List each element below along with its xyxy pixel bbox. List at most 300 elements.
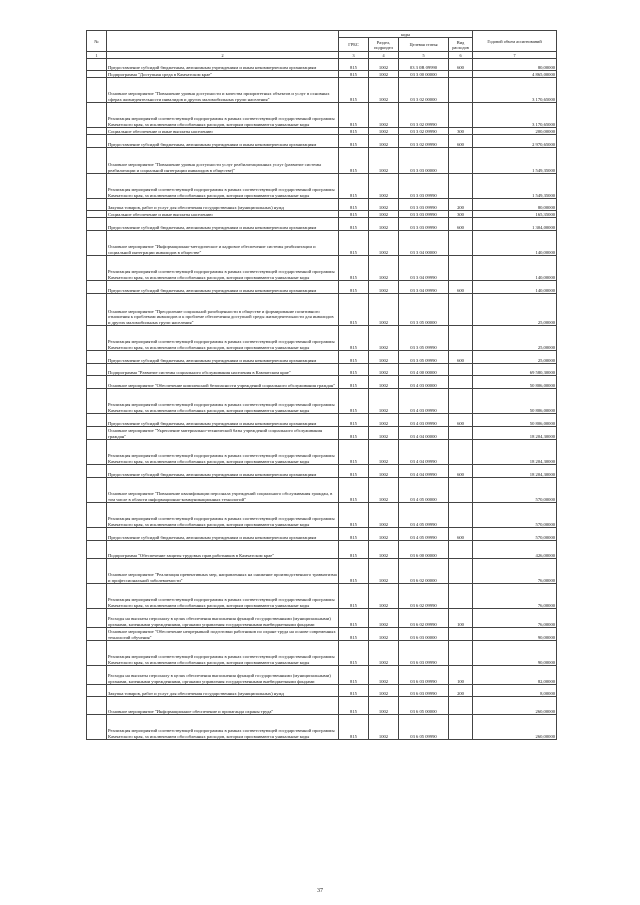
cell-sum: 50 806,00000	[473, 414, 557, 427]
cell-vr	[449, 364, 473, 376]
cell-num	[87, 478, 107, 503]
cell-num	[87, 541, 107, 559]
cell-grbs: 815	[339, 281, 369, 294]
cell-grbs: 815	[339, 211, 369, 218]
cell-vr	[449, 628, 473, 641]
table-row	[87, 128, 557, 135]
cell-name: Подпрограмма "Обеспечение защиты трудовых прав работников в Камчатском крае"	[107, 541, 339, 559]
table-row	[87, 148, 557, 174]
cell-vr: 600	[449, 218, 473, 231]
cell-num	[87, 351, 107, 364]
cell-num	[87, 715, 107, 740]
cell-grbs: 815	[339, 376, 369, 389]
cell-name: Основное мероприятие "Реализация превентивных мер, направленных на снижение производственного травматизма и профессиональной заболеваемости"	[107, 559, 339, 584]
cell-num	[87, 685, 107, 697]
table-row	[87, 414, 557, 427]
cell-name: Реализация мероприятий соответствующей подпрограммы в рамках соответствующей государственной программы Камчатского края, за исключением обособленных расходов, которым присваиваются уникальные коды	[107, 641, 339, 666]
cell-vr	[449, 641, 473, 666]
table-row	[87, 641, 557, 666]
cell-name: Подпрограмма "Доступная среда в Камчатском крае"	[107, 71, 339, 78]
cell-sum: 76,00000	[473, 584, 557, 609]
table-row	[87, 218, 557, 231]
cell-grbs: 815	[339, 641, 369, 666]
cell-vr	[449, 715, 473, 740]
cell-razdel: 1002	[369, 71, 399, 78]
cell-razdel: 1002	[369, 59, 399, 71]
cell-vr	[449, 697, 473, 715]
cell-name: Расходы на выплаты персоналу в целях обеспечения выполнения функций государственными (муниципальными) органами, казенными учреждениями, органами управления государственными внебюджетными фондами	[107, 666, 339, 685]
cell-razdel: 1002	[369, 364, 399, 376]
cell-csr: 03 6 05 00000	[399, 697, 449, 715]
cell-num	[87, 609, 107, 628]
cell-razdel: 1002	[369, 231, 399, 256]
cell-vr: 300	[449, 128, 473, 135]
cell-grbs: 815	[339, 135, 369, 148]
header-sum: Годовой объем ассигнований	[473, 31, 557, 52]
cell-vr: 600	[449, 465, 473, 478]
cell-csr: 03 3 05 09990	[399, 351, 449, 364]
cell-razdel: 1002	[369, 135, 399, 148]
cell-grbs: 815	[339, 414, 369, 427]
cell-name: Социальное обеспечение и иные выплаты населению	[107, 211, 339, 218]
cell-name: Социальное обеспечение и иные выплаты населению	[107, 128, 339, 135]
cell-razdel: 1002	[369, 376, 399, 389]
colnum: 6	[449, 52, 473, 59]
cell-vr	[449, 294, 473, 326]
cell-grbs: 815	[339, 364, 369, 376]
colnum: 2	[107, 52, 339, 59]
cell-sum: 140,00000	[473, 231, 557, 256]
cell-num	[87, 103, 107, 128]
cell-name: Реализация мероприятий соответствующей подпрограммы в рамках соответствующей государственной программы Камчатского края, за исключением обособленных расходов, которым присваиваются уникальные коды	[107, 256, 339, 281]
cell-num	[87, 59, 107, 71]
cell-sum: 140,00000	[473, 256, 557, 281]
cell-sum: 2 970,65000	[473, 135, 557, 148]
cell-grbs: 815	[339, 351, 369, 364]
cell-name: Основное мероприятие "Информационно-методическое и кадровое обеспечение системы реабилитации и социальной интеграции инвалидов в обществе"	[107, 231, 339, 256]
cell-sum: 50 806,00000	[473, 376, 557, 389]
cell-name: Закупка товаров, работ и услуг для обеспечения государственных (муниципальных) нужд	[107, 685, 339, 697]
cell-razdel: 1002	[369, 465, 399, 478]
cell-razdel: 1002	[369, 211, 399, 218]
cell-vr: 100	[449, 666, 473, 685]
cell-name: Основное мероприятие "Укрепление материально-технической базы учреждений социального обслуживания граждан"	[107, 427, 339, 440]
cell-num	[87, 364, 107, 376]
cell-grbs: 815	[339, 440, 369, 465]
cell-name: Реализация мероприятий соответствующей подпрограммы в рамках соответствующей государственной программы Камчатского края, за исключением обособленных расходов, которым присваиваются уникальные коды	[107, 440, 339, 465]
header-num: №	[87, 31, 107, 52]
cell-num	[87, 135, 107, 148]
table-row	[87, 376, 557, 389]
cell-num	[87, 427, 107, 440]
cell-csr: 03 6 03 09990	[399, 641, 449, 666]
cell-name: Основное мероприятие "Повышение уровня доступности услуг реабилитационных услуг (развитие системы реабилитации и социальной интеграции инвалидов в обществе)"	[107, 148, 339, 174]
cell-csr: 03 3 04 09990	[399, 256, 449, 281]
cell-razdel: 1002	[369, 78, 399, 103]
cell-num	[87, 211, 107, 218]
cell-csr: 03 6 02 00000	[399, 559, 449, 584]
cell-csr: 03 4 03 09990	[399, 414, 449, 427]
cell-num	[87, 628, 107, 641]
cell-razdel: 1002	[369, 541, 399, 559]
cell-name: Предоставление субсидий бюджетным, автономным учреждениям и иным некоммерческим организациям	[107, 351, 339, 364]
document-page	[86, 30, 556, 740]
cell-vr: 600	[449, 281, 473, 294]
cell-name: Реализация мероприятий соответствующей подпрограммы в рамках соответствующей государственной программы Камчатского края, за исключением обособленных расходов, которым присваиваются уникальные коды	[107, 503, 339, 528]
cell-razdel: 1002	[369, 103, 399, 128]
table-row	[87, 628, 557, 641]
cell-num	[87, 584, 107, 609]
cell-razdel: 1002	[369, 218, 399, 231]
cell-razdel: 1002	[369, 414, 399, 427]
cell-sum: 570,00000	[473, 478, 557, 503]
table-row	[87, 528, 557, 541]
cell-csr: 03 3 05 09990	[399, 326, 449, 351]
cell-csr: 03 4 05 00000	[399, 478, 449, 503]
table-row	[87, 427, 557, 440]
cell-csr: 03 3 0В 09990	[399, 59, 449, 71]
cell-vr	[449, 78, 473, 103]
table-row	[87, 256, 557, 281]
table-row	[87, 715, 557, 740]
cell-vr	[449, 559, 473, 584]
cell-num	[87, 148, 107, 174]
cell-vr	[449, 174, 473, 199]
cell-sum: 1 549,35000	[473, 174, 557, 199]
cell-num	[87, 71, 107, 78]
cell-csr: 03 6 05 09990	[399, 715, 449, 740]
cell-sum: 76,00000	[473, 609, 557, 628]
cell-sum: 165,35000	[473, 211, 557, 218]
cell-vr	[449, 71, 473, 78]
cell-csr: 03 4 04 09990	[399, 465, 449, 478]
cell-grbs: 815	[339, 103, 369, 128]
cell-grbs: 815	[339, 231, 369, 256]
cell-grbs: 815	[339, 326, 369, 351]
cell-razdel: 1002	[369, 609, 399, 628]
table-row	[87, 609, 557, 628]
cell-grbs: 815	[339, 174, 369, 199]
cell-csr: 03 3 04 00000	[399, 231, 449, 256]
cell-csr: 03 3 03 09990	[399, 211, 449, 218]
cell-csr: 03 3 00 00000	[399, 71, 449, 78]
cell-grbs: 815	[339, 427, 369, 440]
cell-vr: 100	[449, 609, 473, 628]
cell-sum: 25,00000	[473, 351, 557, 364]
cell-vr	[449, 503, 473, 528]
cell-vr	[449, 148, 473, 174]
cell-sum: 90,00000	[473, 641, 557, 666]
colnum: 7	[473, 52, 557, 59]
cell-razdel: 1002	[369, 326, 399, 351]
cell-name: Основное мероприятие "Преодоление социальной разобщенности в обществе и формирование позитивного отношения к проблемам инвалидов и к проблеме обеспечения доступной среды жизнедеятельности для инвалидов и других маломобильных групп населения"	[107, 294, 339, 326]
table-row	[87, 697, 557, 715]
cell-name: Предоставление субсидий бюджетным, автономным учреждениям и иным некоммерческим организациям	[107, 218, 339, 231]
table-row	[87, 211, 557, 218]
cell-razdel: 1002	[369, 503, 399, 528]
cell-sum: 570,00000	[473, 528, 557, 541]
cell-grbs: 815	[339, 71, 369, 78]
cell-grbs: 815	[339, 715, 369, 740]
cell-grbs: 815	[339, 294, 369, 326]
cell-sum: 1 304,00000	[473, 218, 557, 231]
column-number-row	[87, 52, 557, 59]
cell-name: Основное мероприятие "Повышение уровня доступности и качества приоритетных объектов и услуг в основных сферах жизнедеятельности инвалидов и других маломобильных групп населения"	[107, 78, 339, 103]
cell-name: Реализация мероприятий соответствующей подпрограммы в рамках соответствующей государственной программы Камчатского края, за исключением обособленных расходов, которым присваиваются уникальные коды	[107, 584, 339, 609]
cell-csr: 03 3 03 09990	[399, 218, 449, 231]
cell-num	[87, 641, 107, 666]
table-row	[87, 351, 557, 364]
cell-num	[87, 503, 107, 528]
cell-num	[87, 559, 107, 584]
cell-razdel: 1002	[369, 389, 399, 414]
cell-csr: 03 4 05 09990	[399, 528, 449, 541]
cell-sum: 4 865,00000	[473, 71, 557, 78]
cell-grbs: 815	[339, 584, 369, 609]
cell-csr: 03 6 03 00000	[399, 628, 449, 641]
cell-vr	[449, 440, 473, 465]
cell-sum: 69 580,30000	[473, 364, 557, 376]
table-row	[87, 135, 557, 148]
cell-num	[87, 440, 107, 465]
cell-num	[87, 199, 107, 211]
header-csr: Целевая статья	[399, 38, 449, 52]
cell-csr: 03 6 03 09990	[399, 685, 449, 697]
table-row	[87, 78, 557, 103]
cell-grbs: 815	[339, 59, 369, 71]
cell-grbs: 815	[339, 148, 369, 174]
cell-sum: 80,00000	[473, 59, 557, 71]
cell-csr: 03 3 05 00000	[399, 294, 449, 326]
cell-sum: 50 806,00000	[473, 389, 557, 414]
cell-razdel: 1002	[369, 715, 399, 740]
cell-num	[87, 414, 107, 427]
cell-razdel: 1002	[369, 148, 399, 174]
cell-name: Основное мероприятие "Обеспечение комплексной безопасности учреждений социального обслуживания граждан"	[107, 376, 339, 389]
cell-sum: 140,00000	[473, 281, 557, 294]
cell-vr	[449, 541, 473, 559]
cell-razdel: 1002	[369, 440, 399, 465]
cell-razdel: 1002	[369, 528, 399, 541]
cell-csr: 03 4 03 09990	[399, 389, 449, 414]
cell-razdel: 1002	[369, 294, 399, 326]
cell-vr	[449, 326, 473, 351]
cell-grbs: 815	[339, 503, 369, 528]
cell-sum: 426,00000	[473, 541, 557, 559]
cell-csr: 03 3 02 09990	[399, 103, 449, 128]
cell-num	[87, 128, 107, 135]
cell-csr: 03 3 03 09990	[399, 199, 449, 211]
cell-sum: 80,00000	[473, 199, 557, 211]
cell-sum: 3 170,65000	[473, 103, 557, 128]
cell-vr	[449, 427, 473, 440]
cell-razdel: 1002	[369, 559, 399, 584]
cell-razdel: 1002	[369, 199, 399, 211]
cell-razdel: 1002	[369, 351, 399, 364]
page-number: 37	[317, 888, 323, 894]
table-row	[87, 174, 557, 199]
cell-vr: 600	[449, 528, 473, 541]
cell-name: Основное мероприятие "Информационное обеспечение и пропаганда охраны труда"	[107, 697, 339, 715]
cell-name: Закупка товаров, работ и услуг для обеспечения государственных (муниципальных) нужд	[107, 199, 339, 211]
table-row	[87, 71, 557, 78]
cell-name: Подпрограмма "Развитие системы социального обслуживания населения в Камчатском крае"	[107, 364, 339, 376]
table-row	[87, 281, 557, 294]
cell-num	[87, 256, 107, 281]
cell-grbs: 815	[339, 78, 369, 103]
cell-sum: 18 204,30000	[473, 465, 557, 478]
cell-vr: 200	[449, 199, 473, 211]
cell-vr: 300	[449, 211, 473, 218]
cell-grbs: 815	[339, 697, 369, 715]
colnum: 3	[339, 52, 369, 59]
table-row	[87, 478, 557, 503]
cell-num	[87, 231, 107, 256]
cell-sum: 570,00000	[473, 503, 557, 528]
cell-razdel: 1002	[369, 697, 399, 715]
cell-name: Реализация мероприятий соответствующей подпрограммы в рамках соответствующей государственной программы Камчатского края, за исключением обособленных расходов, которым присваиваются уникальные коды	[107, 326, 339, 351]
table-row	[87, 685, 557, 697]
cell-grbs: 815	[339, 541, 369, 559]
cell-vr	[449, 584, 473, 609]
cell-name: Основное мероприятие "Обеспечение непрерывной подготовки работников по охране труда на основе современных технологий обучения"	[107, 628, 339, 641]
cell-grbs: 815	[339, 559, 369, 584]
cell-grbs: 815	[339, 666, 369, 685]
cell-csr: 03 3 04 09990	[399, 281, 449, 294]
cell-razdel: 1002	[369, 281, 399, 294]
cell-grbs: 815	[339, 685, 369, 697]
cell-vr	[449, 103, 473, 128]
cell-csr: 03 6 02 09990	[399, 584, 449, 609]
cell-num	[87, 174, 107, 199]
table-row	[87, 103, 557, 128]
header-grbs: ГРБС	[339, 38, 369, 52]
cell-razdel: 1002	[369, 666, 399, 685]
cell-csr: 03 3 02 09990	[399, 128, 449, 135]
cell-grbs: 815	[339, 256, 369, 281]
cell-num	[87, 78, 107, 103]
table-row	[87, 559, 557, 584]
cell-razdel: 1002	[369, 628, 399, 641]
cell-razdel: 1002	[369, 478, 399, 503]
table-row	[87, 364, 557, 376]
table-row	[87, 541, 557, 559]
cell-vr	[449, 478, 473, 503]
cell-num	[87, 218, 107, 231]
table-row	[87, 584, 557, 609]
cell-sum: 8,00000	[473, 685, 557, 697]
cell-name: Предоставление субсидий бюджетным, автономным учреждениям и иным некоммерческим организациям	[107, 59, 339, 71]
cell-name: Основное мероприятие "Повышение квалификации персонала учреждений социального обслуживания граждан, в том числе в области информационно-коммуникационных технологий"	[107, 478, 339, 503]
colnum: 1	[87, 52, 107, 59]
cell-name: Реализация мероприятий соответствующей подпрограммы в рамках соответствующей государственной программы Камчатского края, за исключением обособленных расходов, которым присваиваются уникальные коды	[107, 103, 339, 128]
table-row	[87, 231, 557, 256]
cell-csr: 03 4 03 00000	[399, 376, 449, 389]
cell-csr: 03 4 04 00000	[399, 427, 449, 440]
cell-razdel: 1002	[369, 256, 399, 281]
cell-num	[87, 528, 107, 541]
cell-csr: 03 4 05 09990	[399, 503, 449, 528]
cell-num	[87, 294, 107, 326]
cell-vr: 600	[449, 135, 473, 148]
cell-name: Предоставление субсидий бюджетным, автономным учреждениям и иным некоммерческим организациям	[107, 465, 339, 478]
cell-sum: 260,00000	[473, 715, 557, 740]
cell-num	[87, 281, 107, 294]
cell-csr: 03 3 03 00000	[399, 148, 449, 174]
cell-vr: 600	[449, 59, 473, 71]
cell-sum: 260,00000	[473, 697, 557, 715]
cell-vr	[449, 231, 473, 256]
cell-num	[87, 465, 107, 478]
table-row	[87, 503, 557, 528]
table-row	[87, 666, 557, 685]
cell-vr	[449, 256, 473, 281]
cell-grbs: 815	[339, 389, 369, 414]
cell-name: Реализация мероприятий соответствующей подпрограммы в рамках соответствующей государственной программы Камчатского края, за исключением обособленных расходов, которым присваиваются уникальные коды	[107, 389, 339, 414]
cell-razdel: 1002	[369, 427, 399, 440]
cell-csr: 03 4 04 09990	[399, 440, 449, 465]
cell-vr: 600	[449, 351, 473, 364]
colnum: 5	[399, 52, 449, 59]
cell-sum: 90,00000	[473, 628, 557, 641]
cell-grbs: 815	[339, 528, 369, 541]
cell-sum: 25,00000	[473, 326, 557, 351]
table-row	[87, 465, 557, 478]
cell-vr: 200	[449, 685, 473, 697]
cell-razdel: 1002	[369, 641, 399, 666]
table-row	[87, 59, 557, 71]
cell-sum: 25,00000	[473, 294, 557, 326]
cell-razdel: 1002	[369, 584, 399, 609]
table-row	[87, 440, 557, 465]
cell-csr: 03 6 03 09990	[399, 666, 449, 685]
cell-name: Предоставление субсидий бюджетным, автономным учреждениям и иным некоммерческим организациям	[107, 528, 339, 541]
cell-sum: 200,00000	[473, 128, 557, 135]
cell-grbs: 815	[339, 478, 369, 503]
header-codes: коды	[339, 31, 473, 38]
cell-vr: 600	[449, 414, 473, 427]
cell-grbs: 815	[339, 628, 369, 641]
cell-name: Предоставление субсидий бюджетным, автономным учреждениям и иным некоммерческим организациям	[107, 135, 339, 148]
table-row	[87, 326, 557, 351]
cell-num	[87, 666, 107, 685]
cell-sum: 1 549,35000	[473, 148, 557, 174]
cell-num	[87, 376, 107, 389]
header-vr: Вид расходов	[449, 38, 473, 52]
cell-name: Реализация мероприятий соответствующей подпрограммы в рамках соответствующей государственной программы Камчатского края, за исключением обособленных расходов, которым присваиваются уникальные коды	[107, 715, 339, 740]
cell-num	[87, 697, 107, 715]
header-name	[107, 31, 339, 52]
budget-table	[86, 30, 557, 740]
cell-name: Предоставление субсидий бюджетным, автономным учреждениям и иным некоммерческим организациям	[107, 281, 339, 294]
table-row	[87, 389, 557, 414]
table-row	[87, 294, 557, 326]
cell-vr	[449, 389, 473, 414]
cell-csr: 03 6 02 09990	[399, 609, 449, 628]
cell-num	[87, 326, 107, 351]
cell-sum: 82,00000	[473, 666, 557, 685]
cell-sum: 18 204,30000	[473, 427, 557, 440]
cell-grbs: 815	[339, 465, 369, 478]
cell-vr	[449, 376, 473, 389]
header-razdel: Раздел, подраздел	[369, 38, 399, 52]
cell-grbs: 815	[339, 609, 369, 628]
cell-name: Предоставление субсидий бюджетным, автономным учреждениям и иным некоммерческим организациям	[107, 414, 339, 427]
cell-csr: 03 3 02 09990	[399, 135, 449, 148]
cell-sum: 18 204,30000	[473, 440, 557, 465]
cell-csr: 03 3 02 00000	[399, 78, 449, 103]
table-row	[87, 199, 557, 211]
